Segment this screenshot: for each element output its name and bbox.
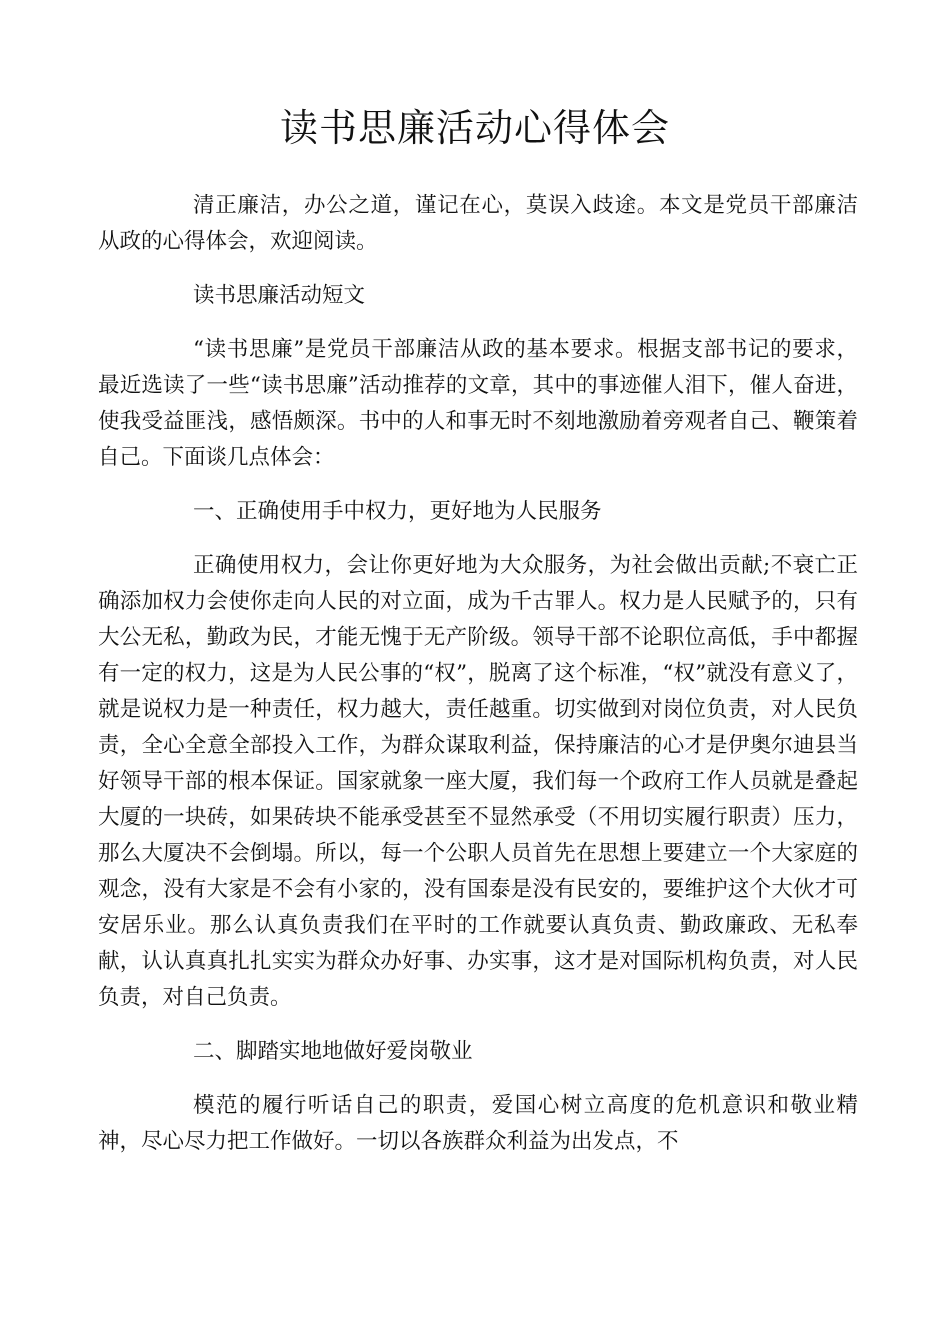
- section-heading-1: 一、正确使用手中权力，更好地为人民服务: [193, 499, 602, 524]
- intro-paragraph: 清正廉洁，办公之道，谨记在心，莫误入歧途。本文是党员干部廉洁从政的心得体会，欢迎阅读。: [98, 193, 858, 254]
- body-paragraph: 模范的履行听话自己的职责，爱国心树立高度的危机意识和敬业精神，尽心尽力把工作做好。一切以各族群众利益为出发点，不: [98, 1093, 858, 1154]
- document-body: [98, 188, 858, 1160]
- body-paragraph: 正确使用权力，会让你更好地为大众服务，为社会做出贡献;不衰亡正确添加权力会使你走向人民的对立面，成为千古罪人。权力是人民赋予的，只有大公无私，勤政为民，才能无愧于无产阶级。领导干部不论职位高低，手中都握有一定的权力，这是为人民公事的“权”，脱离了这个标准，“权”就没有意义了，就是说权力是一种责任，权力越大，责任越重。切实做到对岗位负责，对人民负责，全心全意全部投入工作，为群众谋取利益，保持廉洁的心才是伊奥尔迪县当好领导干部的根本保证。国家就象一座大厦，我们每一个政府工作人员就是叠起大厦的一块砖，如果砖块不能承受甚至不显然承受（不用切实履行职责）压力，那么大厦决不会倒塌。所以，每一个公职人员首先在思想上要建立一个大家庭的观念，没有大家是不会有小家的，没有国泰是没有民安的，要维护这个大伙才可安居乐业。那么认真负责我们在平时的工作就要认真负责、勤政廉政、无私奉献，认认真真扎扎实实为群众办好事、办实事，这才是对国际机构负责，对人民负责，对自己负责。: [98, 553, 858, 1010]
- section-subtitle: 读书思廉活动短文: [193, 283, 366, 308]
- section-heading-2: 二、脚踏实地地做好爱岗敬业: [193, 1039, 473, 1064]
- document-title: 读书思廉活动心得体会: [279, 106, 670, 150]
- body-paragraph: “读书思廉”是党员干部廉洁从政的基本要求。根据支部书记的要求，最近选读了一些“读书思廉”活动推荐的文章，其中的事迹催人泪下，催人奋进，使我受益匪浅，感悟颇深。书中的人和事无时不刻地激励着旁观者自己、鞭策着自己。下面谈几点体会：: [98, 337, 858, 470]
